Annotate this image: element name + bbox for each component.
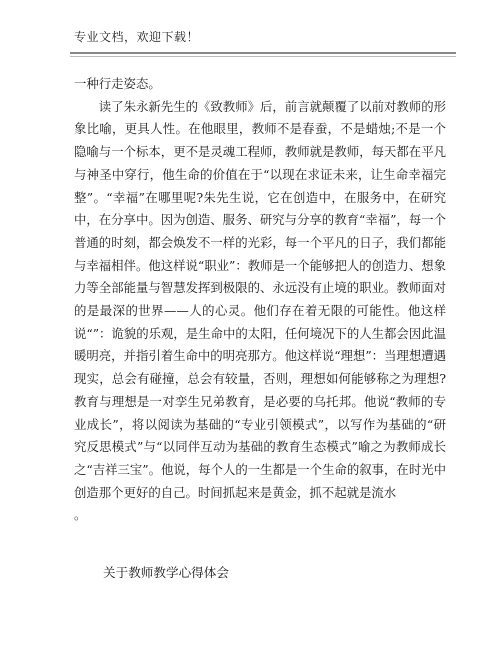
- body-paragraph: 读了朱永新先生的《致教师》后，前言就颠覆了以前对教师的形象比喻，更具人性。在他眼里，教师不是春蚕，不是蜡烛;不是一个隐喻与一个标本，更不是灵魂工程师，教师就是教师，每天都在平凡与神圣中穿行，他生命的价值在于“以现在求证未来，让生命幸福完整”。“幸福”在哪里呢?朱先生说，它在创造中，在服务中，在研究中，在分享中。因为创造、服务、研究与分享的教育“幸福”，每一个普通的时刻，都会焕发不一样的光彩，每一个平凡的日子，我们都能与幸福相伴。他这样说“职业”：教师是一个能够把人的创造力、想象力等全部能量与智慧发挥到极限的、永远没有止境的职业。教师面对的是最深的世界——人的心灵。他们存在着无限的可能性。他这样说“”：诡貌的乐观，是生命中的太阳，任何境况下的人生都会因此温暖明亮，并指引着生命中的明亮那方。他这样说“理想”：当理想遭遇现实，总会有碰撞，总会有较量，否则，理想如何能够称之为理想?教育与理想是一对孪生兄弟教育，是必要的乌托邦。他说“教师的专业成长”，将以阅读为基础的“专业引领模式”，以写作为基础的“研究反思模式”与“以同伴互动为基础的教育生态模式”喻之为教师成长之“吉祥三宝”。他说，每个人的一生都是一个生命的叙事，在时光中创造那个更好的自己。时间抓起来是黄金，抓不起就是流水: [74, 98, 446, 500]
- continuation-line: 一种行走姿态。: [74, 76, 161, 91]
- page-header: 专业文档，欢迎下载！: [74, 30, 200, 44]
- trailing-punctuation: 。: [74, 507, 87, 523]
- header-divider-thin: [70, 56, 456, 57]
- header-divider: [70, 52, 456, 54]
- article-body: [74, 73, 446, 527]
- section-heading: 关于教师教学心得体会: [103, 565, 229, 580]
